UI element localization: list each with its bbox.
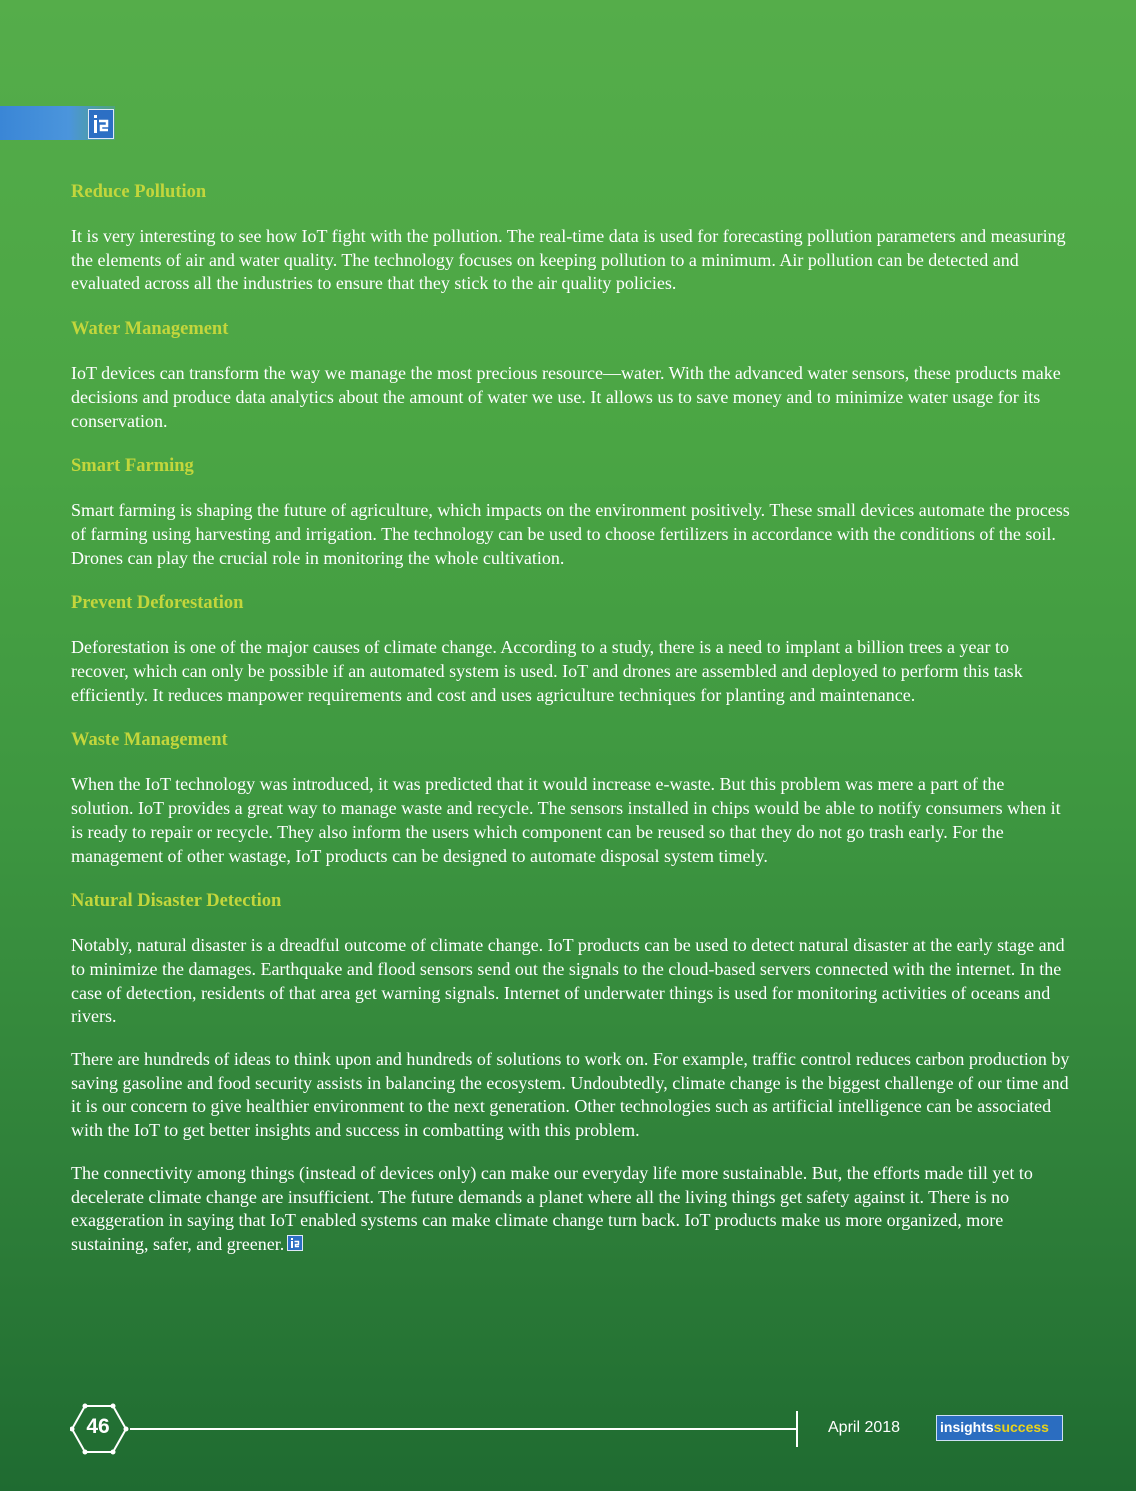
section-paragraph: It is very interesting to see how IoT fight with the pollution. The real-time data is used for forecasting pollution parameters and measuring the elements of air and water quality. The technology focuses on keeping pollution to a minimum. Air pollution can be detected and evaluated across all the industries to ensure that they stick to the air quality policies.	[71, 226, 1066, 294]
section-paragraph: IoT devices can transform the way we manage the most precious resource—water. With the advanced water sensors, these products make decisions and produce data analytics about the amount of water we use. It allows us to save money and to minimize water usage for its conservation.	[71, 363, 1061, 431]
brand-name-b: success	[993, 1419, 1049, 1435]
section-paragraph: There are hundreds of ideas to think upon and hundreds of solutions to work on. For example, traffic control reduces carbon production by saving gasoline and food security assists in balancing the ecosystem. Undoubtedly, climate change is the biggest challenge of our time and it is our concern to give healthier environment to the next generation. Other technologies such as artificial intelligence can be associated with the IoT to get better insights and success in combatting with this problem.	[71, 1049, 1070, 1141]
brand-name-a: insights	[940, 1419, 994, 1435]
footer-divider-tick	[796, 1411, 798, 1447]
section-paragraph: When the IoT technology was introduced, it was predicted that it would increase e-waste. But this problem was mere a part of the solution. IoT provides a great way to manage waste and recycle. The sensors installed in chips would be able to notify consumers when it is ready to repair or recycle. They also inform the users which component can be reused so that they do not go trash early. For the management of other wastage, IoT products can be designed to automate disposal system timely.	[71, 774, 1061, 866]
issue-date: April 2018	[828, 1419, 901, 1436]
brand-logo	[936, 1415, 1063, 1441]
page-number: 46	[86, 1415, 110, 1438]
is-logo-icon	[88, 109, 114, 139]
end-mark-icon	[287, 1235, 303, 1251]
section-paragraph: Deforestation is one of the major causes of climate change. According to a study, there is a need to implant a billion trees a year to recover, which can only be possible if an automated system is used. IoT and drones are assembled and deployed to perform this task efficiently. It reduces manpower requirements and cost and uses agriculture techniques for planting and maintenance.	[71, 637, 1023, 705]
closing-paragraph	[71, 1162, 1071, 1257]
section-paragraph: Smart farming is shaping the future of agriculture, which impacts on the environment positively. These small devices automate the process of farming using harvesting and irrigation. The technology can be used to choose fertilizers in accordance with the conditions of the soil. Drones can play the crucial role in monitoring the whole cultivation.	[71, 500, 1070, 568]
section-heading: Water Management	[71, 319, 229, 340]
section-heading: Waste Management	[71, 730, 228, 751]
closing-paragraph-text: The connectivity among things (instead of devices only) can make our everyday life more sustainable. But, the efforts made till yet to decelerate climate change are insufficient. The future demands a planet where all the living things get safety against it. There is no exaggeration in saying that IoT enabled systems can make climate change turn back. IoT products make us more organized, more sustaining, safer, and greener.	[71, 1162, 1033, 1254]
section-heading: Prevent Deforestation	[71, 593, 244, 614]
footer-divider	[130, 1428, 797, 1430]
section-paragraph: Notably, natural disaster is a dreadful outcome of climate change. IoT products can be used to detect natural disaster at the early stage and to minimize the damages. Earthquake and flood sensors send out the signals to the cloud-based servers connected with the internet. In the case of detection, residents of that area get warning signals. Internet of underwater things is used for monitoring activities of oceans and rivers.	[71, 935, 1065, 1027]
article-body	[71, 178, 1071, 1276]
section-heading: Smart Farming	[71, 456, 194, 477]
section-heading: Natural Disaster Detection	[71, 891, 282, 912]
section-heading: Reduce Pollution	[71, 182, 207, 202]
